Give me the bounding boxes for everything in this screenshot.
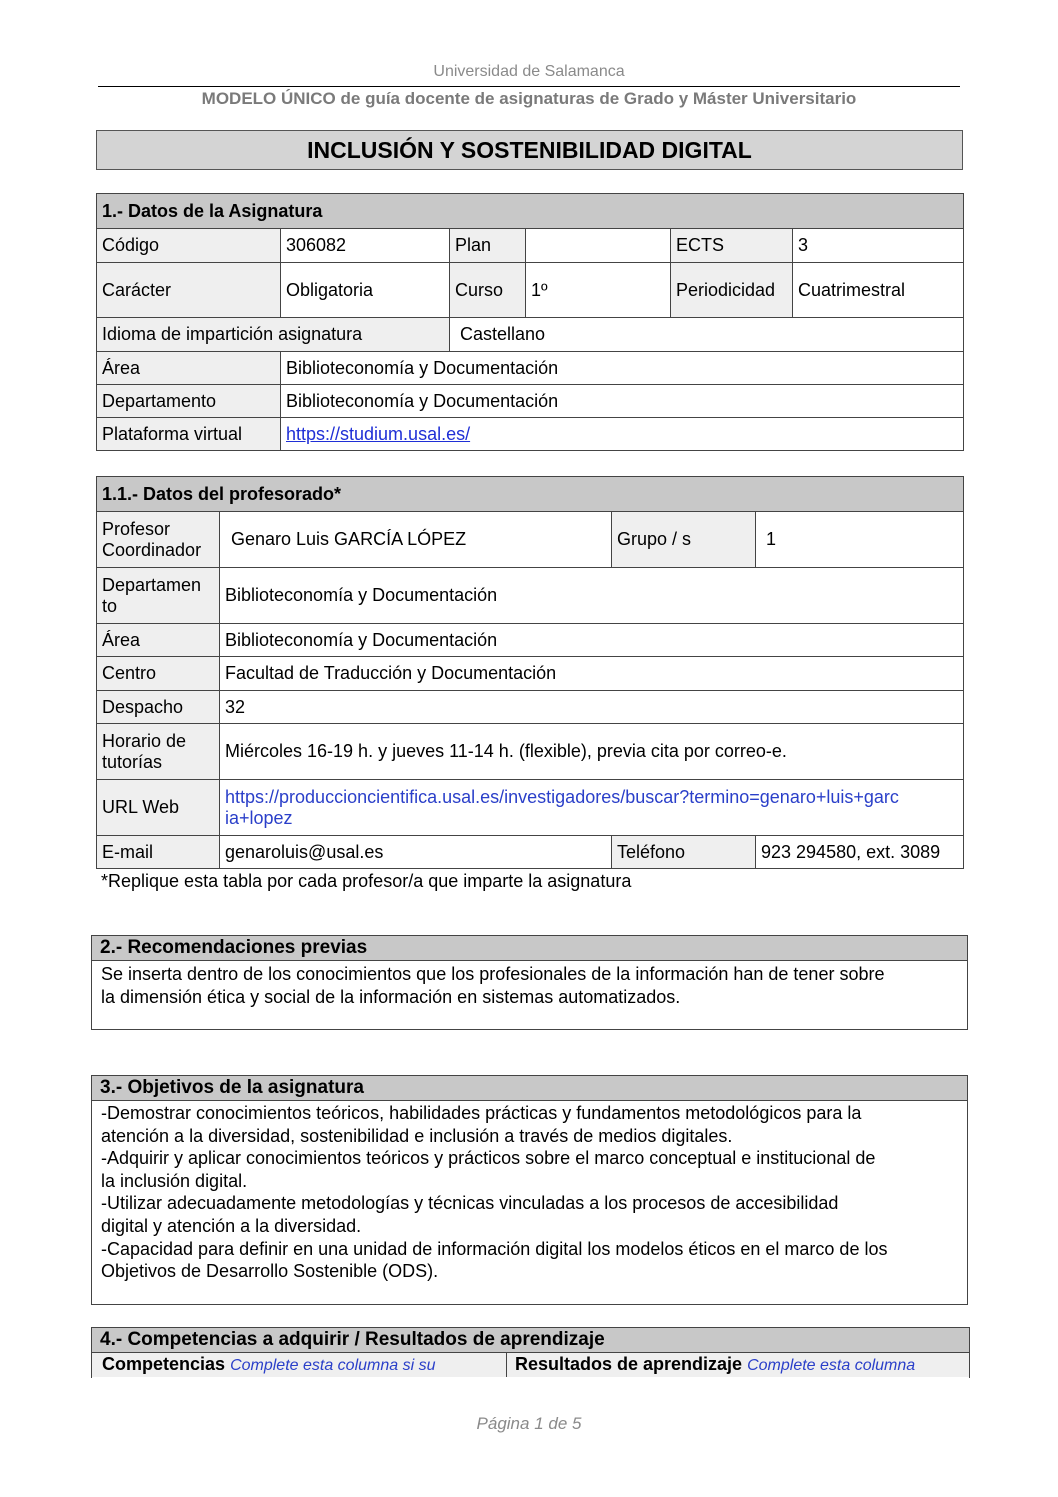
departamento-value: Biblioteconomía y Documentación <box>281 385 964 418</box>
url-label: URL Web <box>97 780 220 836</box>
resultados-column-header: Resultados de aprendizaje Complete esta columna <box>515 1354 916 1374</box>
caracter-value: Obligatoria <box>281 263 450 318</box>
periodicidad-value: Cuatrimestral <box>793 263 964 318</box>
centro-label: Centro <box>97 657 220 691</box>
prof-area-label: Área <box>97 624 220 657</box>
idioma-label: Idioma de impartición asignatura <box>97 318 450 352</box>
idioma-value: Castellano <box>450 318 964 352</box>
plan-label: Plan <box>450 229 526 263</box>
recomendaciones-box <box>91 935 968 1030</box>
plan-value <box>526 229 671 263</box>
recomendaciones-text: Se inserta dentro de los conocimientos que los profesionales de la información han de tener sobre la dimensión ética y social de la información en sistemas automatizados. <box>101 964 885 1007</box>
university-header: Universidad de Salamanca <box>433 63 625 80</box>
plataforma-label: Plataforma virtual <box>97 418 281 451</box>
caracter-label: Carácter <box>97 263 281 318</box>
section2-heading: 2.- Recomendaciones previas <box>92 936 967 961</box>
prof-area-value: Biblioteconomía y Documentación <box>220 624 964 657</box>
section11-heading: 1.1.- Datos del profesorado* <box>97 477 964 512</box>
profesor-value: Genaro Luis GARCÍA LÓPEZ <box>220 512 612 568</box>
email-label: E-mail <box>97 836 220 869</box>
despacho-label: Despacho <box>97 691 220 724</box>
area-value: Biblioteconomía y Documentación <box>281 352 964 385</box>
telefono-value: 923 294580, ext. 3089 <box>756 836 964 869</box>
model-header: MODELO ÚNICO de guía docente de asignaturas de Grado y Máster Universitario <box>201 89 857 108</box>
section4-heading: 4.- Competencias a adquirir / Resultados de aprendizaje <box>92 1328 969 1353</box>
telefono-label: Teléfono <box>612 836 756 869</box>
curso-value: 1º <box>526 263 671 318</box>
competencias-column-header: Competencias Complete esta columna si su <box>92 1353 507 1377</box>
departamento-label: Departamento <box>97 385 281 418</box>
page-number: Página 1 de 5 <box>476 1414 582 1433</box>
section1-heading: 1.- Datos de la Asignatura <box>97 194 964 229</box>
despacho-value: 32 <box>220 691 964 724</box>
plataforma-link[interactable]: https://studium.usal.es/ <box>286 423 471 444</box>
profesorado-table <box>96 476 964 869</box>
curso-label: Curso <box>450 263 526 318</box>
asignatura-table <box>96 193 964 451</box>
objetivos-box <box>91 1075 968 1305</box>
profesor-label: Profesor Coordinador <box>97 512 220 568</box>
prof-departamento-label: Departamen to <box>97 568 220 624</box>
email-value: genaroluis@usal.es <box>220 836 612 869</box>
horario-value: Miércoles 16-19 h. y jueves 11-14 h. (flexible), previa cita por correo-e. <box>220 724 964 780</box>
centro-value: Facultad de Traducción y Documentación <box>220 657 964 691</box>
objetivos-text: -Demostrar conocimientos teóricos, habilidades prácticas y fundamentos metodológicos para la atención a la diversidad, sostenibilidad e inclusión a través de medios digitales. -Adquirir y aplicar conocimientos teóricos y prácticos sobre el marco conceptual e institucional de la inclusión digital. -Utilizar adecuadamente metodologías y técnicas vinculadas a los procesos de accesibilidad digital y atención a la diversidad. -Capacidad para definir en una unidad de información digital los modelos éticos en el marco de los Objetivos de Desarrollo Sostenible (ODS). <box>101 1103 888 1282</box>
section3-heading: 3.- Objetivos de la asignatura <box>92 1076 967 1101</box>
header-rule <box>98 86 960 87</box>
ects-value: 3 <box>793 229 964 263</box>
area-label: Área <box>97 352 281 385</box>
codigo-value: 306082 <box>281 229 450 263</box>
url-value[interactable]: https://produccioncientifica.usal.es/investigadores/buscar?termino=genaro+luis+garc ia+lopez <box>220 780 964 836</box>
periodicidad-label: Periodicidad <box>671 263 793 318</box>
competencias-section <box>91 1327 970 1378</box>
codigo-label: Código <box>97 229 281 263</box>
document-title: INCLUSIÓN Y SOSTENIBILIDAD DIGITAL <box>96 130 963 170</box>
prof-departamento-value: Biblioteconomía y Documentación <box>220 568 964 624</box>
ects-label: ECTS <box>671 229 793 263</box>
grupo-label: Grupo / s <box>612 512 756 568</box>
horario-label: Horario de tutorías <box>97 724 220 780</box>
profesorado-note: *Replique esta tabla por cada profesor/a que imparte la asignatura <box>101 871 632 891</box>
grupo-value: 1 <box>756 512 964 568</box>
